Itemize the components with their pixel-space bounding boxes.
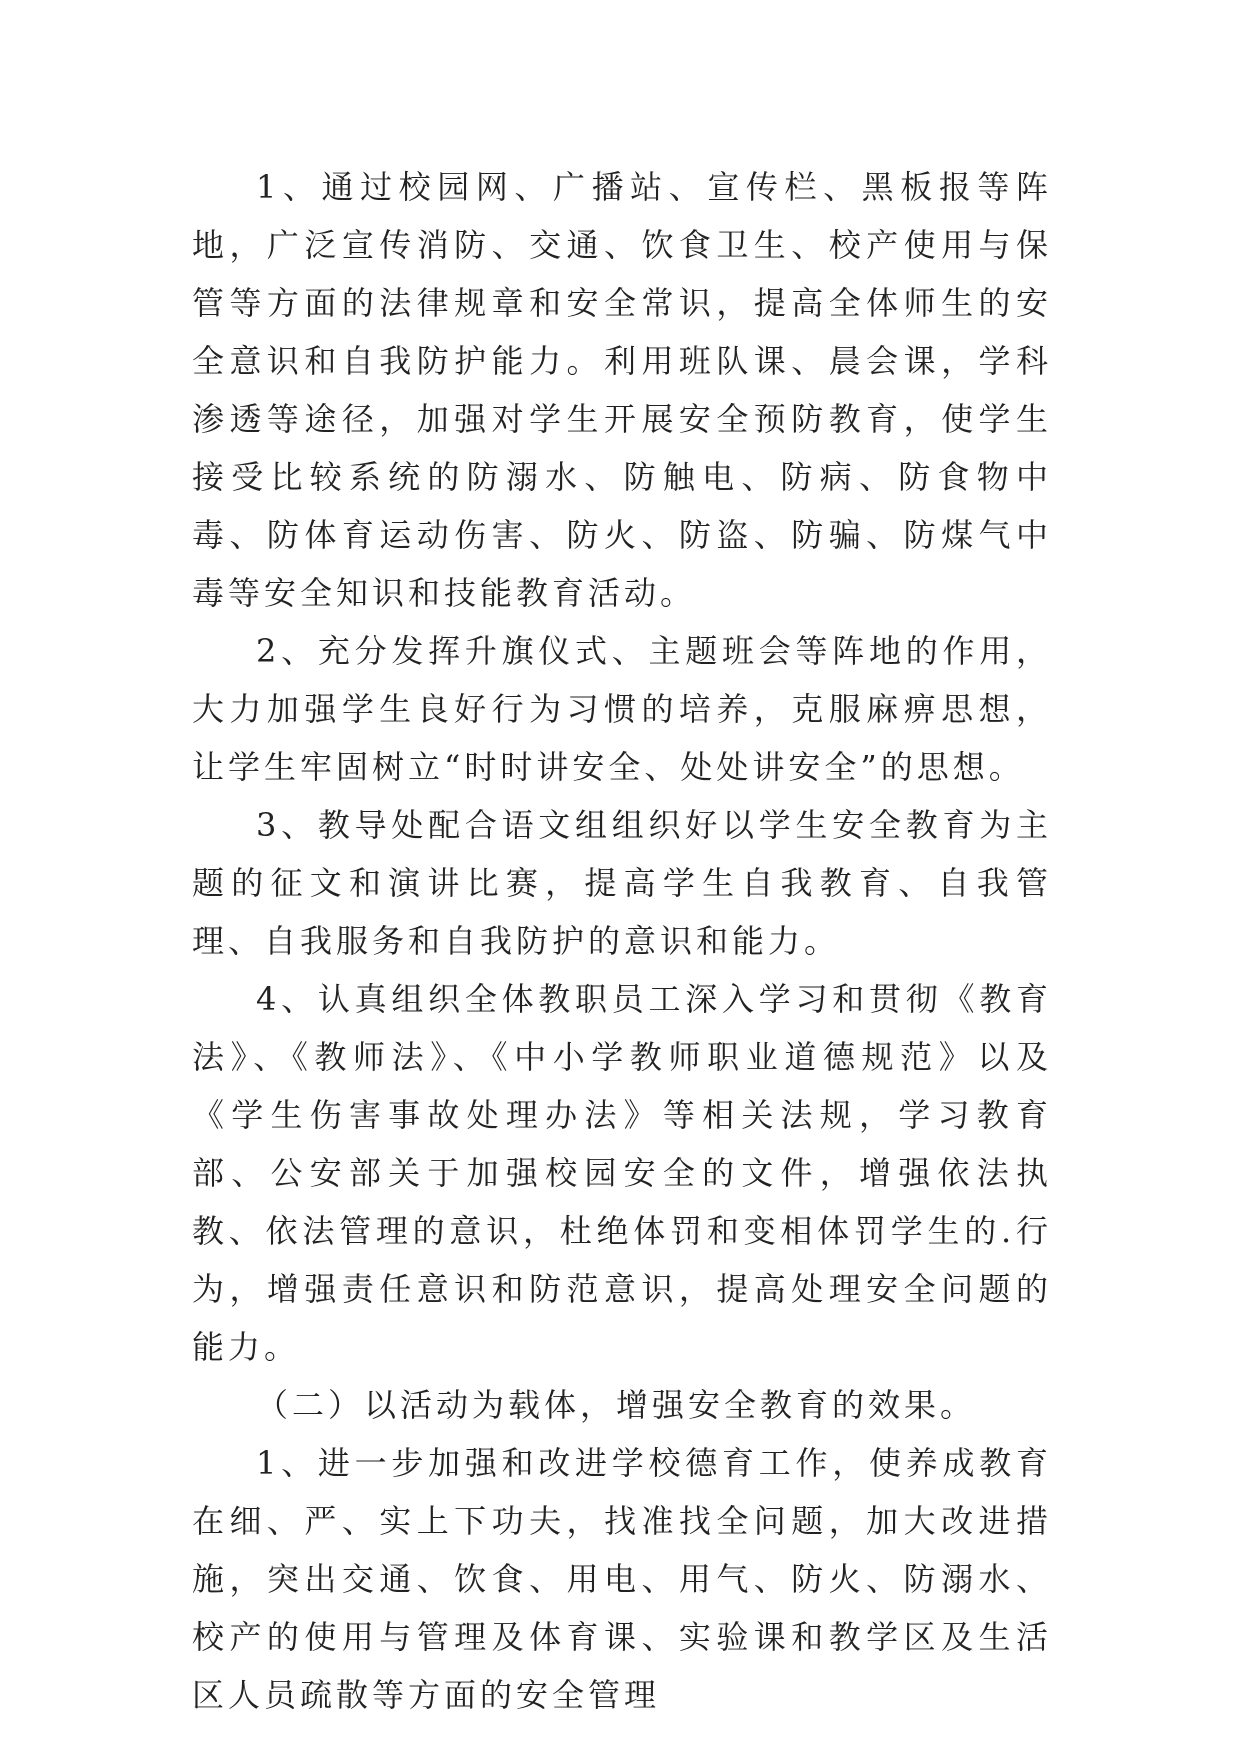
paragraph-staff-law-study: 4、认真组织全体教职员工深入学习和贯彻《教育法》、《教师法》、《中小学教师职业道德规范》以及《学生伤害事故处理办法》等相关法规，学习教育部、公安部关于加强校园安全的文件，增强依法执教、依法管理的意识，杜绝体罚和变相体罚学生的.行为，增强责任意识和防范意识，提高处理安全问题的能力。 bbox=[192, 980, 1052, 1366]
paragraph-essay-contest: 3、教导处配合语文组组织好以学生安全教育为主题的征文和演讲比赛，提高学生自我教育、自我管理、自我服务和自我防护的意识和能力。 bbox=[192, 806, 1052, 960]
paragraph-flag-ceremony: 2、充分发挥升旗仪式、主题班会等阵地的作用，大力加强学生良好行为习惯的培养，克服麻痹思想，让学生牢固树立“时时讲安全、处处讲安全”的思想。 bbox=[192, 632, 1052, 786]
section-heading-activities: （二）以活动为载体，增强安全教育的效果。 bbox=[256, 1386, 977, 1424]
document-body bbox=[192, 158, 1052, 1724]
paragraph-publicity: 1、通过校园网、广播站、宣传栏、黑板报等阵地，广泛宣传消防、交通、饮食卫生、校产使用与保管等方面的法律规章和安全常识，提高全体师生的安全意识和自我防护能力。利用班队课、晨会课，学科渗透等途径，加强对学生开展安全预防教育，使学生接受比较系统的防溺水、防触电、防病、防食物中毒、防体育运动伤害、防火、防盗、防骗、防煤气中毒等安全知识和技能教育活动。 bbox=[192, 168, 1052, 612]
paragraph-moral-education: 1、进一步加强和改进学校德育工作，使养成教育在细、严、实上下功夫，找准找全问题，加大改进措施，突出交通、饮食、用电、用气、防火、防溺水、校产的使用与管理及体育课、实验课和教学区及生活区人员疏散等方面的安全管理 bbox=[192, 1444, 1052, 1714]
